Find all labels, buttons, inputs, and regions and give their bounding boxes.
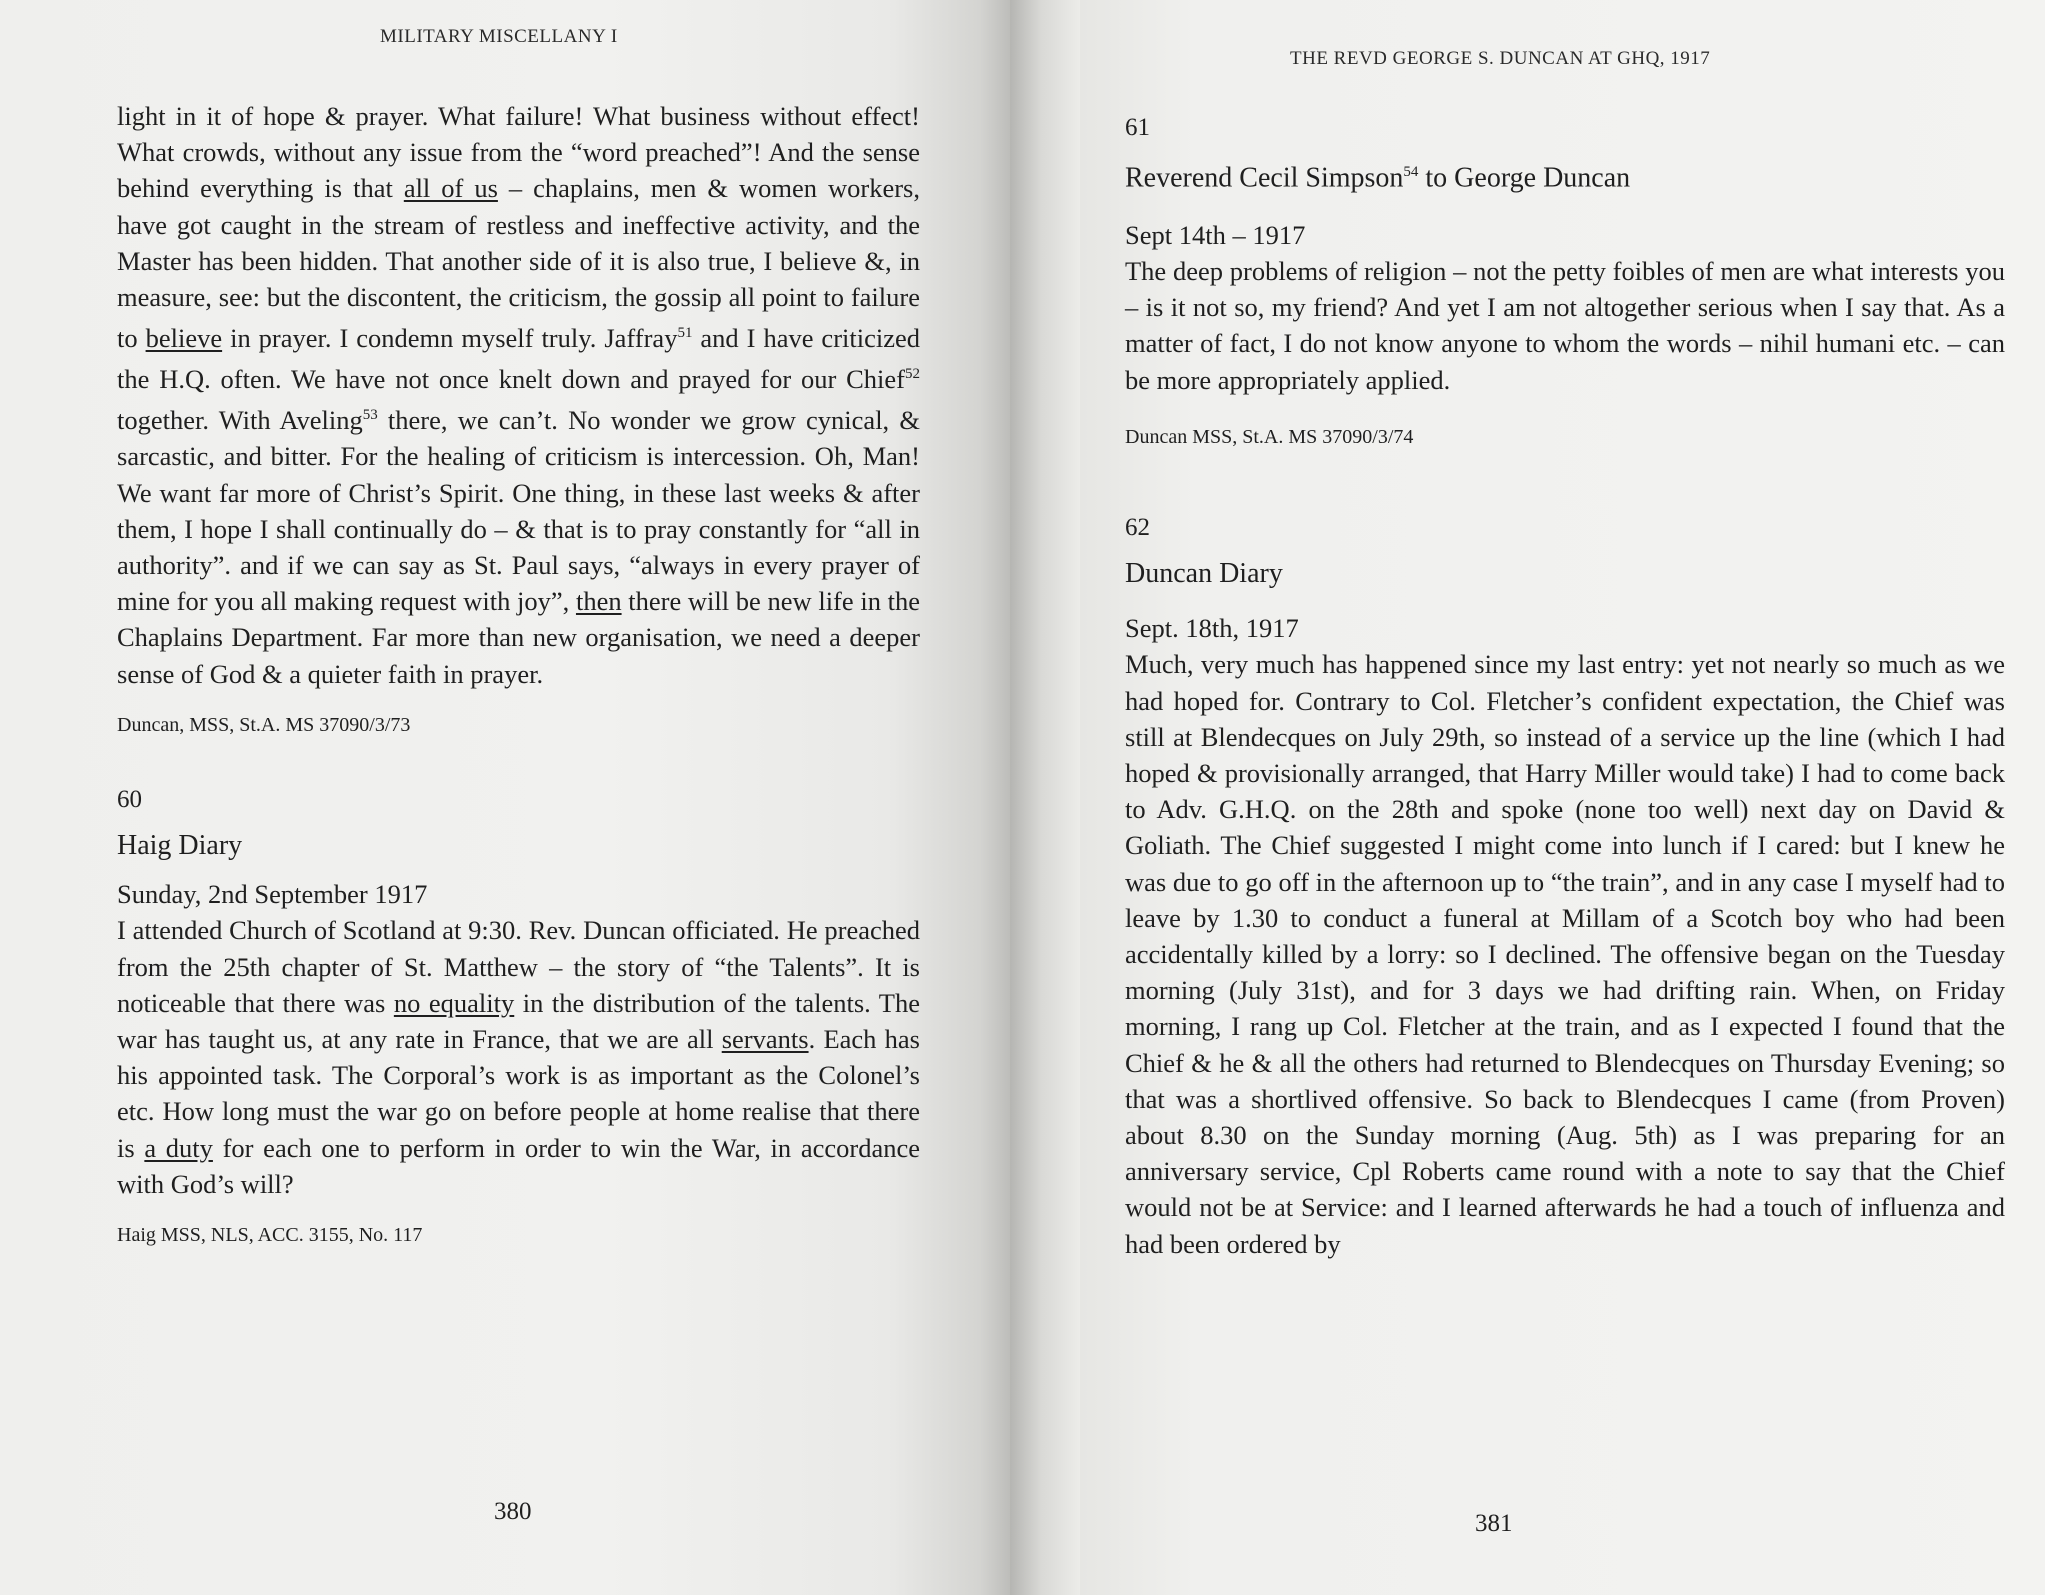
running-head-right: THE REVD GEORGE S. DUNCAN AT GHQ, 1917	[1290, 48, 1711, 69]
underlined-text: then	[575, 586, 622, 617]
book-gutter	[1010, 0, 1080, 1595]
document-source-61: Duncan MSS, St.A. MS 37090/3/74	[1125, 425, 1414, 448]
document-number-60: 60	[117, 785, 142, 813]
right-page	[1080, 0, 2045, 1595]
footnote-ref: 53	[362, 407, 378, 424]
page-number-left: 380	[494, 1498, 532, 1525]
text-run: in prayer. I condemn myself truly. Jaffray	[222, 323, 678, 354]
text-run: light in it of hope & prayer. What failure! What business without effect! What crowds, without any issue from the “word preached”! And the sense behind everything is that	[117, 101, 920, 204]
document-date-62: Sept. 18th, 1917	[1125, 613, 1299, 644]
continuation-paragraph	[117, 98, 920, 692]
underlined-text: no equality	[393, 987, 515, 1018]
text-run: Much, very much has happened since my last entry: yet not nearly so much as we had hoped for. Contrary to Col. Fletcher’s confident expectation, the Chief was still at Blendecques on July 29th, so instead of a service up the line (which I had hoped & provisionally arranged, that Harry Miller would take) I had to come back to Adv. G.H.Q. on the 28th and spoke (none too well) next day on David & Goliath. The Chief suggested I might come into lunch if I cared: but I knew he was due to go off in the afternoon up to “the train”, and in any case I myself had to leave by 1.30 to conduct a funeral at Millam of a Scotch boy who had been accidentally killed by a lorry: so I declined. The offensive began on the Tuesday morning (July 31st), and for 3 days we had drifting rain. When, on Friday morning, I rang up Col. Fletcher at the train, and as I expected I found that the Chief & he & all the others had returned to Blendecques on Thursday Evening; so that was a shortlived offensive. So back to Blendecques I came (from Proven) about 8.30 on the Sunday morning (Aug. 5th) as I was preparing for an anniversary service, Cpl Roberts came round with a note to say that the Chief would not be at Service: and I learned afterwards he had a touch of influenza and had been ordered by	[1125, 649, 2005, 1259]
footnote-ref: 52	[905, 366, 920, 383]
underlined-text: believe	[145, 323, 223, 354]
text-run: . Each has his appointed task. The Corporal’s work is as important as the Colonel’s etc. How long must the war go on before people at home realise that there is	[117, 1023, 920, 1163]
underlined-text: servants	[721, 1023, 809, 1054]
footnote-ref-54: 54	[1403, 164, 1419, 181]
document-body-60	[117, 912, 920, 1202]
left-page	[0, 0, 1010, 1595]
underlined-text: all of us	[403, 173, 498, 204]
footnote-ref: 51	[677, 325, 693, 342]
document-number-62: 62	[1125, 513, 1150, 541]
text-run: there will be new life in the Chaplains Department. Far more than new organisation, we need a deeper sense of God & a quieter faith in prayer.	[117, 586, 920, 689]
text-run: The deep problems of religion – not the petty foibles of men are what interests you – is it not so, my friend? And yet I am not altogether serious when I say that. As a matter of fact, I do not know anyone to whom the words – nihil humani etc. – can be more appropriately applied.	[1125, 255, 2005, 395]
text-run: and I have criticized the H.Q. often. We have not once knelt down and prayed for our Chief	[117, 323, 921, 395]
document-body-61	[1125, 253, 2005, 398]
document-date-60: Sunday, 2nd September 1917	[117, 879, 428, 910]
right-text-column	[1125, 110, 2005, 1262]
text-run: together. With Aveling	[117, 405, 363, 436]
document-number-61: 61	[1125, 114, 1150, 141]
document-source-60: Haig MSS, NLS, ACC. 3155, No. 117	[117, 1223, 423, 1246]
document-body-62	[1125, 646, 2005, 1261]
text-run: I attended Church of Scotland at 9:30. Rev. Duncan officiated. He preached from the 25th chapter of St. Matthew – the story of “the Talents”. It is noticeable that there was	[117, 915, 920, 1018]
document-title-60: Haig Diary	[117, 829, 243, 861]
document-date-61: Sept 14th – 1917	[1125, 219, 1306, 250]
text-run: in the distribution of the talents. The war has taught us, at any rate in France, that we are all	[117, 987, 921, 1054]
document-title-61	[1125, 154, 2005, 197]
running-head-left: MILITARY MISCELLANY I	[380, 26, 618, 47]
text-run: for each one to perform in order to win the War, in accordance with God’s will?	[117, 1132, 920, 1199]
left-text-column	[117, 98, 920, 1248]
document-title-61-recipient: to George Duncan	[1418, 162, 1631, 194]
page-number-right: 381	[1475, 1510, 1513, 1537]
continuation-source: Duncan, MSS, St.A. MS 37090/3/73	[117, 713, 411, 736]
document-title-61-text: Reverend Cecil Simpson	[1125, 162, 1404, 194]
document-title-62: Duncan Diary	[1125, 557, 1283, 589]
text-run: – chaplains, men & women workers, have got caught in the stream of restless and ineffective activity, and the Master has been hidden. That another side of it is also true, I believe &, in measure, see: but the discontent, the criticism, the gossip all point to failure to	[117, 173, 920, 354]
text-run: there, we can’t. No wonder we grow cynical, & sarcastic, and bitter. For the healing of criticism is intercession. Oh, Man! We want far more of Christ’s Spirit. One thing, in these last weeks & after them, I hope I shall continually do – & that is to pray constantly for “all in authority”. and if we can say as St. Paul says, “always in every prayer of mine for you all making request with joy”,	[117, 405, 920, 617]
underlined-text: a duty	[144, 1132, 213, 1163]
